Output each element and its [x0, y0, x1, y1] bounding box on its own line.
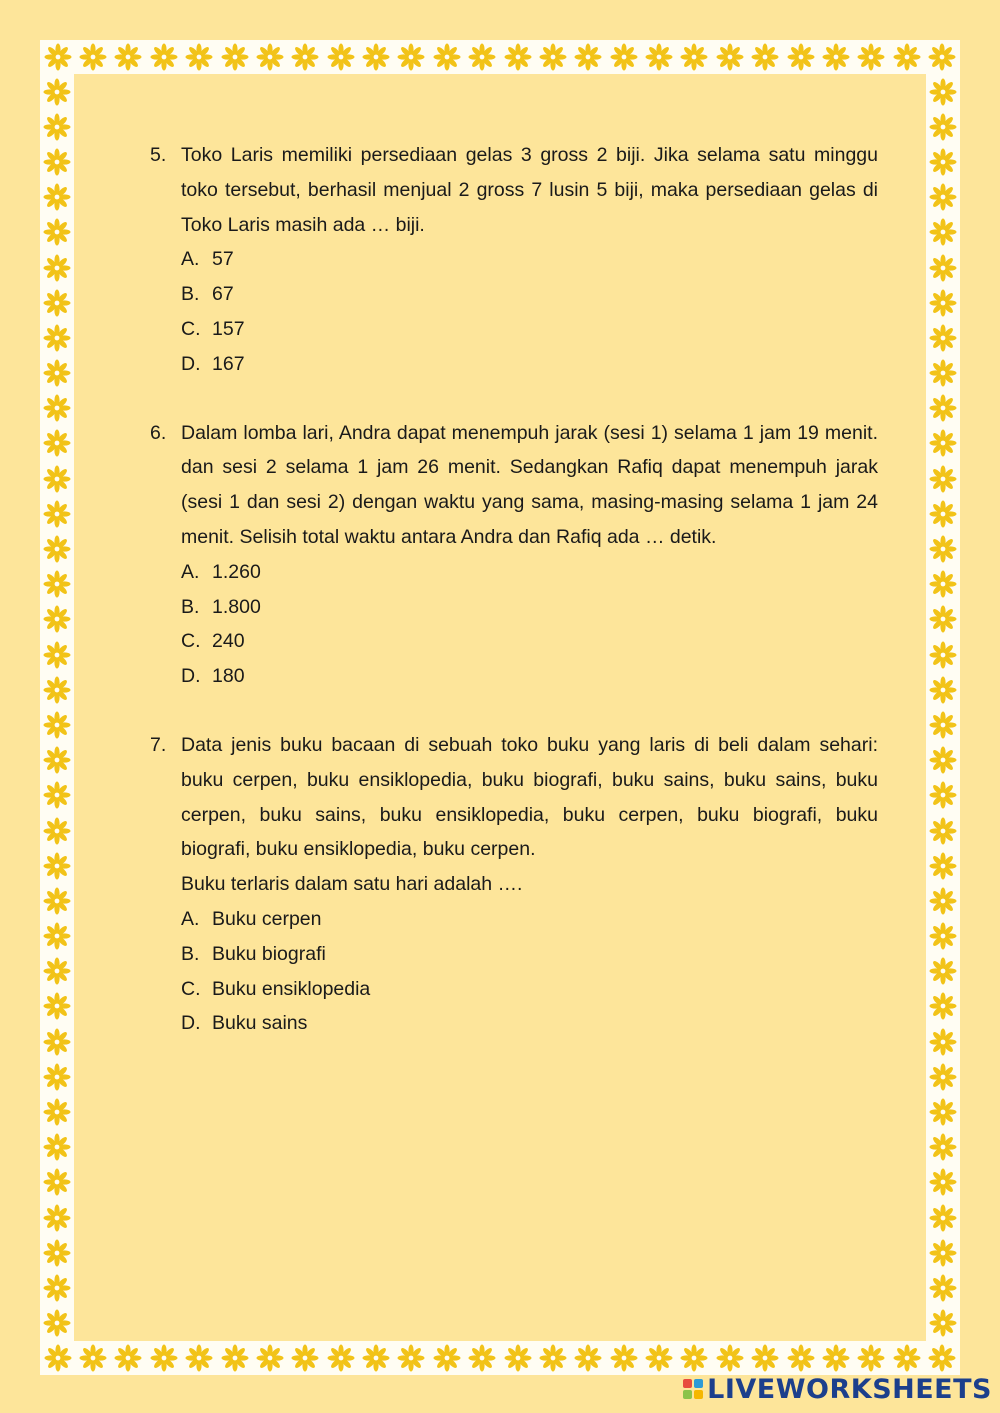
- flower-icon: [929, 1063, 957, 1091]
- flower-icon: [787, 1344, 815, 1372]
- flower-icon: [43, 218, 71, 246]
- flower-icon: [929, 1133, 957, 1161]
- question-number: 6.: [150, 421, 167, 444]
- flower-icon: [43, 148, 71, 176]
- flower-icon: [362, 1344, 390, 1372]
- flower-icon: [185, 43, 213, 71]
- flower-icon: [645, 1344, 673, 1372]
- option-label: B.: [181, 942, 200, 965]
- flower-icon: [751, 1344, 779, 1372]
- flower-icon: [822, 43, 850, 71]
- flower-icon: [43, 500, 71, 528]
- flower-icon: [43, 1274, 71, 1302]
- option-a[interactable]: [181, 902, 878, 937]
- option-label: C.: [181, 977, 201, 1000]
- flower-icon: [929, 641, 957, 669]
- flower-icon: [44, 43, 72, 71]
- flower-icon: [43, 922, 71, 950]
- option-b[interactable]: [181, 277, 878, 312]
- flower-icon: [929, 113, 957, 141]
- option-text: 67: [212, 283, 234, 306]
- flower-icon: [79, 1344, 107, 1372]
- flower-icon: [43, 535, 71, 563]
- flower-icon: [929, 429, 957, 457]
- flower-icon: [787, 43, 815, 71]
- flower-icon: [327, 1344, 355, 1372]
- option-label: D.: [181, 665, 201, 688]
- option-c[interactable]: [181, 972, 878, 1007]
- flower-icon: [929, 394, 957, 422]
- flower-icon: [43, 394, 71, 422]
- flower-icon: [929, 1204, 957, 1232]
- flower-icon: [468, 43, 496, 71]
- question-list: [150, 138, 878, 1075]
- flower-icon: [221, 43, 249, 71]
- flower-icon: [893, 1344, 921, 1372]
- flower-icon: [857, 1344, 885, 1372]
- flower-icon: [929, 570, 957, 598]
- flower-icon: [43, 992, 71, 1020]
- flower-icon: [751, 43, 779, 71]
- question-5: [150, 138, 878, 382]
- flower-border-left: [40, 74, 74, 1341]
- option-label: A.: [181, 248, 200, 271]
- flower-icon: [291, 1344, 319, 1372]
- flower-border-top: [40, 40, 960, 74]
- flower-icon: [256, 43, 284, 71]
- flower-icon: [291, 43, 319, 71]
- question-6: [150, 416, 878, 694]
- flower-icon: [43, 1098, 71, 1126]
- flower-border-bottom: [40, 1341, 960, 1375]
- flower-icon: [79, 43, 107, 71]
- flower-icon: [610, 1344, 638, 1372]
- option-text: Buku ensiklopedia: [212, 977, 371, 1000]
- flower-icon: [928, 43, 956, 71]
- flower-icon: [43, 570, 71, 598]
- option-label: C.: [181, 317, 201, 340]
- flower-icon: [43, 1028, 71, 1056]
- flower-icon: [43, 711, 71, 739]
- flower-icon: [610, 43, 638, 71]
- option-text: Buku biografi: [212, 942, 326, 965]
- flower-icon: [574, 1344, 602, 1372]
- flower-icon: [397, 1344, 425, 1372]
- flower-icon: [822, 1344, 850, 1372]
- flower-icon: [504, 1344, 532, 1372]
- flower-icon: [43, 1133, 71, 1161]
- option-c[interactable]: [181, 624, 878, 659]
- option-d[interactable]: [181, 659, 878, 694]
- flower-icon: [504, 43, 532, 71]
- option-text: Buku cerpen: [212, 907, 322, 930]
- flower-icon: [43, 1309, 71, 1337]
- flower-icon: [929, 1309, 957, 1337]
- flower-icon: [43, 957, 71, 985]
- question-text: Toko Laris memiliki persediaan gelas 3 gross 2 biji. Jika selama satu minggu toko tersebut, berhasil menjual 2 gross 7 lusin 5 biji, maka persediaan gelas di Toko Laris masih ada … biji.: [181, 144, 878, 236]
- option-a[interactable]: [181, 555, 878, 590]
- flower-icon: [928, 1344, 956, 1372]
- flower-icon: [43, 852, 71, 880]
- option-text: 240: [212, 630, 245, 653]
- flower-icon: [929, 1028, 957, 1056]
- flower-icon: [43, 781, 71, 809]
- flower-icon: [43, 254, 71, 282]
- flower-icon: [362, 43, 390, 71]
- flower-icon: [43, 817, 71, 845]
- flower-icon: [929, 359, 957, 387]
- option-label: A.: [181, 907, 200, 930]
- flower-icon: [929, 711, 957, 739]
- flower-icon: [929, 676, 957, 704]
- flower-icon: [929, 746, 957, 774]
- flower-icon: [43, 113, 71, 141]
- option-text: 57: [212, 248, 234, 271]
- flower-icon: [43, 605, 71, 633]
- flower-icon: [857, 43, 885, 71]
- flower-icon: [150, 1344, 178, 1372]
- flower-icon: [929, 324, 957, 352]
- option-label: B.: [181, 595, 200, 618]
- flower-icon: [43, 641, 71, 669]
- flower-icon: [43, 1063, 71, 1091]
- option-label: D.: [181, 1012, 201, 1035]
- option-text: 167: [212, 352, 245, 375]
- option-text: 1.800: [212, 595, 261, 618]
- flower-icon: [433, 1344, 461, 1372]
- flower-icon: [929, 1239, 957, 1267]
- flower-icon: [929, 183, 957, 211]
- flower-icon: [43, 676, 71, 704]
- question-number: 7.: [150, 733, 167, 756]
- flower-icon: [43, 1204, 71, 1232]
- flower-icon: [43, 359, 71, 387]
- flower-icon: [929, 992, 957, 1020]
- flower-icon: [893, 43, 921, 71]
- flower-icon: [929, 535, 957, 563]
- flower-icon: [468, 1344, 496, 1372]
- option-d[interactable]: [181, 1006, 878, 1041]
- flower-icon: [43, 78, 71, 106]
- option-label: D.: [181, 352, 201, 375]
- option-text: 1.260: [212, 560, 261, 583]
- option-text: Buku sains: [212, 1012, 308, 1035]
- option-d[interactable]: [181, 347, 878, 382]
- flower-icon: [397, 43, 425, 71]
- flower-icon: [43, 1239, 71, 1267]
- flower-icon: [929, 817, 957, 845]
- question-number: 5.: [150, 144, 167, 166]
- flower-icon: [43, 465, 71, 493]
- flower-icon: [574, 43, 602, 71]
- flower-icon: [929, 605, 957, 633]
- flower-icon: [680, 43, 708, 71]
- flower-icon: [929, 957, 957, 985]
- flower-icon: [43, 324, 71, 352]
- option-text: 180: [212, 665, 245, 688]
- flower-icon: [43, 1168, 71, 1196]
- liveworksheets-logo-icon: [683, 1379, 703, 1399]
- option-label: C.: [181, 630, 201, 653]
- option-c[interactable]: [181, 312, 878, 347]
- flower-icon: [43, 746, 71, 774]
- option-label: B.: [181, 283, 200, 306]
- liveworksheets-logo[interactable]: [683, 1371, 992, 1407]
- flower-icon: [929, 148, 957, 176]
- flower-icon: [43, 289, 71, 317]
- flower-icon: [150, 43, 178, 71]
- flower-icon: [114, 43, 142, 71]
- flower-icon: [929, 781, 957, 809]
- flower-icon: [929, 887, 957, 915]
- option-text: 157: [212, 317, 245, 340]
- flower-icon: [44, 1344, 72, 1372]
- flower-icon: [539, 43, 567, 71]
- flower-icon: [716, 1344, 744, 1372]
- flower-icon: [114, 1344, 142, 1372]
- question-text: Dalam lomba lari, Andra dapat menempuh jarak (sesi 1) selama 1 jam 19 menit. dan sesi 2 selama 1 jam 26 menit. Sedangkan Rafiq dapat menempuh jarak (sesi 1 dan sesi 2) dengan waktu yang sama, masing-masing selama 1 jam 24 menit. Selisih total waktu antara Andra dan Rafiq ada … detik.: [181, 421, 878, 548]
- flower-icon: [43, 887, 71, 915]
- flower-icon: [645, 43, 673, 71]
- flower-icon: [256, 1344, 284, 1372]
- flower-icon: [43, 183, 71, 211]
- flower-icon: [929, 1168, 957, 1196]
- flower-icon: [680, 1344, 708, 1372]
- flower-icon: [929, 922, 957, 950]
- flower-icon: [929, 852, 957, 880]
- flower-icon: [929, 78, 957, 106]
- flower-icon: [929, 1274, 957, 1302]
- question-7: [150, 728, 878, 1041]
- flower-icon: [929, 289, 957, 317]
- flower-icon: [221, 1344, 249, 1372]
- option-b[interactable]: [181, 590, 878, 625]
- flower-icon: [327, 43, 355, 71]
- flower-icon: [929, 500, 957, 528]
- flower-icon: [716, 43, 744, 71]
- flower-icon: [185, 1344, 213, 1372]
- flower-icon: [43, 429, 71, 457]
- flower-icon: [929, 1098, 957, 1126]
- option-b[interactable]: [181, 937, 878, 972]
- option-label: A.: [181, 560, 200, 583]
- option-a[interactable]: [181, 242, 878, 277]
- flower-icon: [433, 43, 461, 71]
- flower-icon: [929, 254, 957, 282]
- question-text: Data jenis buku bacaan di sebuah toko buku yang laris di beli dalam sehari: buku cerpen, buku ensiklopedia, buku biografi, buku sains, buku sains, buku cerpen, buku sains, buku ensiklopedia, buku cerpen, buku biografi, buku biografi, buku ensiklopedia, buku cerpen.: [181, 733, 878, 861]
- flower-border-right: [926, 74, 960, 1341]
- flower-icon: [929, 465, 957, 493]
- flower-icon: [929, 218, 957, 246]
- logo-text: LIVEWORKSHEETS: [707, 1373, 992, 1405]
- flower-icon: [539, 1344, 567, 1372]
- question-prompt: Buku terlaris dalam satu hari adalah ….: [181, 873, 523, 896]
